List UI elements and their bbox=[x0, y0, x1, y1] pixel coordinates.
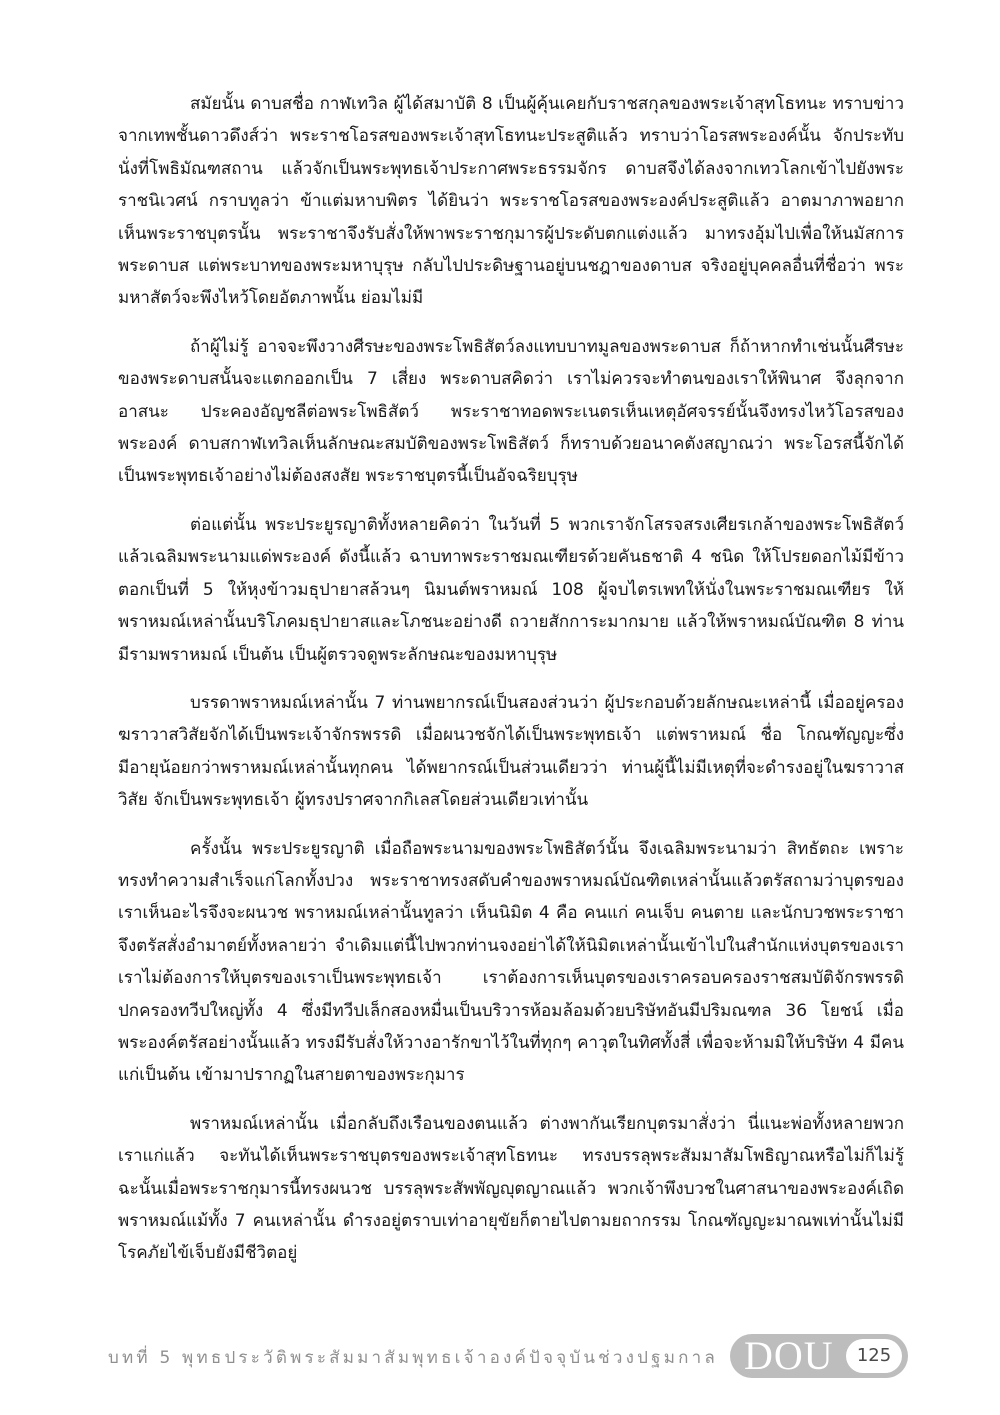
paragraph-2: ถ้าผู้ไม่รู้ อาจจะพึงวางศีรษะของพระโพธิสัตว์ลงแทบบาทมูลของพระดาบส ก็ถ้าหากทำเช่นนั้นศีรษะของพระดาบสนั้นจะแตกออกเป็น 7 เสี่ยง พระดาบสคิดว่า เราไม่ควรจะทำตนของเราให้พินาศ จึงลุกจากอาสนะ ประคองอัญชลีต่อพระโพธิสัตว์ พระราชาทอดพระเนตรเห็นเหตุอัศจรรย์นั้นจึงทรงไหว้โอรสของพระองค์ ดาบสกาฬเทวิลเห็นลักษณะสมบัติของพระโพธิสัตว์ ก็ทราบด้วยอนาคตังสญาณว่า พระโอรสนี้จักได้เป็นพระพุทธเจ้าอย่างไม่ต้องสงสัย พระราชบุตรนี้เป็นอัจฉริยบุรุษ bbox=[118, 336, 904, 487]
footer-badge bbox=[730, 1334, 908, 1378]
page-body bbox=[118, 88, 904, 1286]
paragraph-4: บรรดาพราหมณ์เหล่านั้น 7 ท่านพยากรณ์เป็นสองส่วนว่า ผู้ประกอบด้วยลักษณะเหล่านี้ เมื่ออยู่ครองฆราวาสวิสัยจักได้เป็นพระเจ้าจักรพรรดิ เมื่อผนวชจักได้เป็นพระพุทธเจ้า แต่พราหมณ์ ชื่อ โกณฑัญญะซึ่งมีอายุน้อยกว่าพราหมณ์เหล่านั้นทุกคน ได้พยากรณ์เป็นส่วนเดียวว่า ท่านผู้นี้ไม่มีเหตุที่จะดำรงอยู่ในฆราวาสวิสัย จักเป็นพระพุทธเจ้า ผู้ทรงปราศจากกิเลสโดยส่วนเดียวเท่านั้น bbox=[118, 692, 904, 811]
footer-chapter-title: บทที่ 5 พุทธประวัติพระสัมมาสัมพุทธเจ้าองค์ปัจจุบันช่วงปฐมกาล bbox=[108, 1348, 718, 1368]
dou-logo: DOU bbox=[744, 1333, 834, 1378]
paragraph-5: ครั้งนั้น พระประยูรญาติ เมื่อถือพระนามของพระโพธิสัตว์นั้น จึงเฉลิมพระนามว่า สิทธัตถะ เพราะทรงทำความสำเร็จแก่โลกทั้งปวง พระราชาทรงสดับคำของพราหมณ์บัณฑิตเหล่านั้นแล้วตรัสถามว่าบุตรของเราเห็นอะไรจึงจะผนวช พราหมณ์เหล่านั้นทูลว่า เห็นนิมิต 4 คือ คนแก่ คนเจ็บ คนตาย และนักบวชพระราชาจึงตรัสสั่งอำมาตย์ทั้งหลายว่า จำเดิมแต่นี้ไปพวกท่านจงอย่าได้ให้นิมิตเหล่านั้นเข้าไปในสำนักแห่งบุตรของเรา เราไม่ต้องการให้บุตรของเราเป็นพระพุทธเจ้า เราต้องการเห็นบุตรของเราครอบครองราชสมบัติจักรพรรดิปกครองทวีปใหญ่ทั้ง 4 ซึ่งมีทวีปเล็กสองหมื่นเป็นบริวารห้อมล้อมด้วยบริษัทอันมีปริมณฑล 36 โยชน์ เมื่อพระองค์ตรัสอย่างนั้นแล้ว ทรงมีรับสั่งให้วางอารักขาไว้ในที่ทุกๆ คาวุตในทิศทั้งสี่ เพื่อจะห้ามมิให้บริษัท 4 มีคนแก่เป็นต้น เข้ามาปรากฏในสายตาของพระกุมาร bbox=[118, 838, 904, 1086]
paragraph-6: พราหมณ์เหล่านั้น เมื่อกลับถึงเรือนของตนแล้ว ต่างพากันเรียกบุตรมาสั่งว่า นี่แนะพ่อทั้งหลายพวกเราแก่แล้ว จะทันได้เห็นพระราชบุตรของพระเจ้าสุทโธทนะ ทรงบรรลุพระสัมมาสัมโพธิญาณหรือไม่ก็ไม่รู้ ฉะนั้นเมื่อพระราชกุมารนี้ทรงผนวช บรรลุพระสัพพัญญุตญาณแล้ว พวกเจ้าพึงบวชในศาสนาของพระองค์เถิด พราหมณ์แม้ทั้ง 7 คนเหล่านั้น ดำรงอยู่ตราบเท่าอายุขัยก็ตายไปตามยถากรรม โกณฑัญญะมาณพเท่านั้นไม่มีโรคภัยไข้เจ็บยังมีชีวิตอยู่ bbox=[118, 1113, 904, 1264]
page-number: 125 bbox=[846, 1339, 902, 1373]
paragraph-1: สมัยนั้น ดาบสชื่อ กาฬเทวิล ผู้ได้สมาบัติ 8 เป็นผู้คุ้นเคยกับราชสกุลของพระเจ้าสุทโธทนะ ทราบข่าวจากเทพชั้นดาวดึงส์ว่า พระราชโอรสของพระเจ้าสุทโธทนะประสูติแล้ว ทราบว่าโอรสพระองค์นั้น จักประทับนั่งที่โพธิมัณฑสถาน แล้วจักเป็นพระพุทธเจ้าประกาศพระธรรมจักร ดาบสจึงได้ลงจากเทวโลกเข้าไปยังพระราชนิเวศน์ กราบทูลว่า ข้าแต่มหาบพิตร ได้ยินว่า พระราชโอรสของพระองค์ประสูติแล้ว อาตมาภาพอยากเห็นพระราชบุตรนั้น พระราชาจึงรับสั่งให้พาพระราชกุมารผู้ประดับตกแต่งแล้ว มาทรงอุ้มไปเพื่อให้นมัสการพระดาบส แต่พระบาทของพระมหาบุรุษ กลับไปประดิษฐานอยู่บนชฎาของดาบส จริงอยู่บุคคลอื่นที่ชื่อว่า พระมหาสัตว์จะพึงไหว้โดยอัตภาพนั้น ย่อมไม่มี bbox=[118, 94, 904, 309]
paragraph-3: ต่อแต่นั้น พระประยูรญาติทั้งหลายคิดว่า ในวันที่ 5 พวกเราจักโสรจสรงเศียรเกล้าของพระโพธิสัตว์แล้วเฉลิมพระนามแด่พระองค์ ดังนี้แล้ว ฉาบทาพระราชมณเฑียรด้วยคันธชาติ 4 ชนิด ให้โปรยดอกไม้มีข้าวตอกเป็นที่ 5 ให้หุงข้าวมธุปายาสล้วนๆ นิมนต์พราหมณ์ 108 ผู้จบไตรเพทให้นั่งในพระราชมณเฑียร ให้พราหมณ์เหล่านั้นบริโภคมธุปายาสและโภชนะอย่างดี ถวายสักการะมากมาย แล้วให้พราหมณ์บัณฑิต 8 ท่านมีรามพราหมณ์ เป็นต้น เป็นผู้ตรวจดูพระลักษณะของมหาบุรุษ bbox=[118, 514, 904, 665]
page-footer bbox=[0, 1332, 1000, 1382]
